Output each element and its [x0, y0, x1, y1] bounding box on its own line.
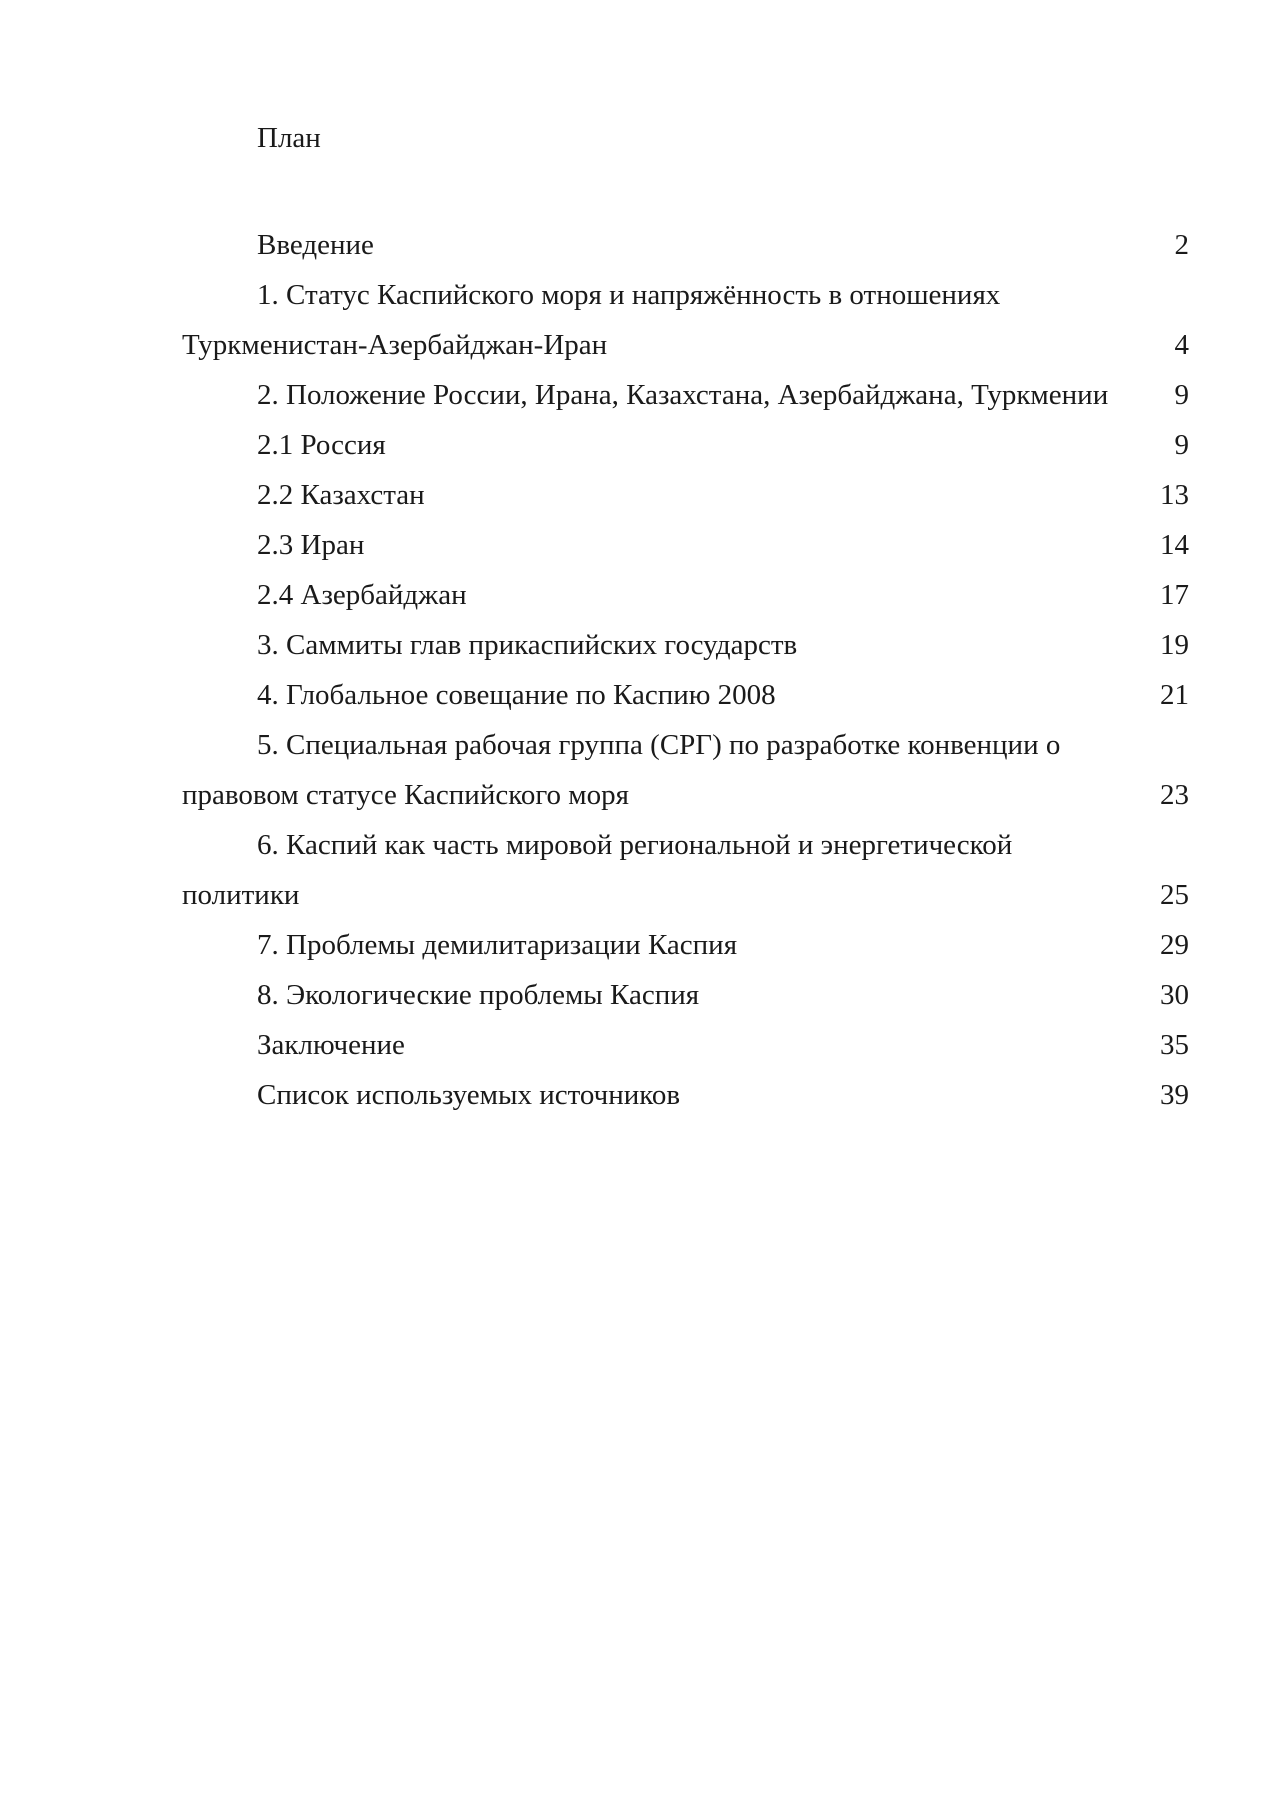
page-title: План [257, 122, 321, 154]
toc-entry [182, 820, 1189, 920]
toc-page-number: 39 [1160, 1079, 1189, 1111]
toc-entry [182, 970, 1189, 1020]
table-of-contents [182, 220, 1189, 1120]
toc-entry-text: 2.1 Россия [257, 429, 386, 461]
toc-entry [182, 220, 1189, 270]
toc-page-number: 4 [1174, 329, 1189, 361]
toc-page-number: 14 [1160, 529, 1189, 561]
toc-entry-text: 4. Глобальное совещание по Каспию 2008 [257, 679, 776, 711]
toc-entry-text: 5. Специальная рабочая группа (СРГ) по разработке конвенции о правовом статусе Каспийского моря [182, 729, 1061, 811]
toc-entry [182, 470, 1189, 520]
toc-page-number: 17 [1160, 579, 1189, 611]
toc-page-number: 23 [1160, 779, 1189, 811]
toc-entry-text: Заключение [257, 1029, 405, 1061]
toc-page-number: 9 [1174, 379, 1189, 411]
toc-page-number: 29 [1160, 929, 1189, 961]
toc-entry-text: 6. Каспий как часть мировой региональной и энергетической политики [182, 829, 1013, 911]
toc-page-number: 9 [1174, 429, 1189, 461]
toc-entry [182, 370, 1189, 420]
toc-page-number: 2 [1174, 229, 1189, 261]
toc-entry [182, 720, 1189, 820]
toc-entry [182, 1070, 1189, 1120]
toc-entry [182, 620, 1189, 670]
toc-page-number: 19 [1160, 629, 1189, 661]
toc-entry-text: 2.4 Азербайджан [257, 579, 467, 611]
toc-entry [182, 420, 1189, 470]
toc-entry-text: 2. Положение России, Ирана, Казахстана, Азербайджана, Туркмении [257, 379, 1109, 411]
toc-page-number: 30 [1160, 979, 1189, 1011]
toc-page-number: 13 [1160, 479, 1189, 511]
toc-entry [182, 570, 1189, 620]
toc-entry-text: 3. Саммиты глав прикаспийских государств [257, 629, 798, 661]
toc-entry [182, 520, 1189, 570]
toc-entry [182, 920, 1189, 970]
toc-entry [182, 1020, 1189, 1070]
toc-entry-text: 8. Экологические проблемы Каспия [257, 979, 700, 1011]
toc-entry-text: Введение [257, 229, 374, 261]
toc-page-number: 21 [1160, 679, 1189, 711]
toc-page-number: 35 [1160, 1029, 1189, 1061]
toc-entry-text: Список используемых источников [257, 1079, 681, 1111]
toc-entry [182, 670, 1189, 720]
toc-page-number: 25 [1160, 879, 1189, 911]
toc-entry-text: 2.2 Казахстан [257, 479, 425, 511]
toc-entry-text: 2.3 Иран [257, 529, 365, 561]
toc-entry-text: 1. Статус Каспийского моря и напряжённость в отношениях Туркменистан-Азербайджан-Иран [182, 279, 1001, 361]
toc-entry-text: 7. Проблемы демилитаризации Каспия [257, 929, 738, 961]
toc-entry [182, 270, 1189, 370]
